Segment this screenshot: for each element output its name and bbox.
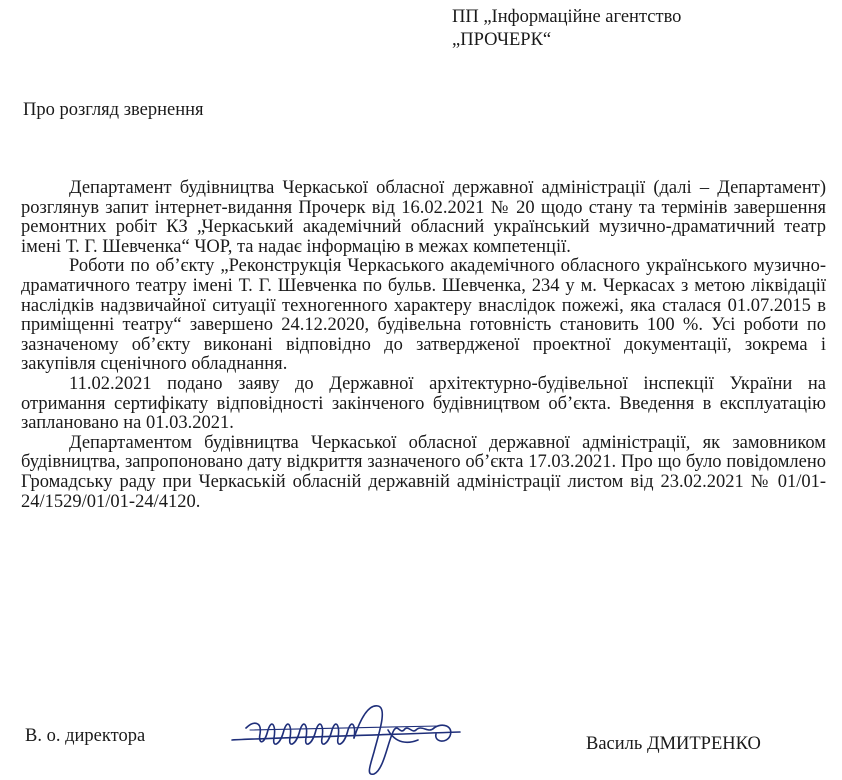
body-paragraph-3: 11.02.2021 подано заяву до Державної архітектурно-будівельної інспекції України на отримання сертифікату відповідності закінченого будівництвом об’єкта. Введення в експлуатацію заплановано на 01.03.2021. — [21, 373, 826, 434]
letter-subject: Про розгляд звернення — [23, 100, 204, 120]
letter-body — [21, 179, 826, 512]
addressee-line-1: ПП „Інформаційне агентство — [452, 7, 682, 27]
addressee-block — [452, 6, 681, 52]
body-paragraph-4: Департаментом будівництва Черкаської обласної державної адміністрації, як замовником будівництва, запропоновано дату відкриття зазначеного об’єкта 17.03.2021. Про що було повідомлено Громадську раду при Черкаській обласній державній адміністрації листом від 23.02.2021 № 01/01-24/1529/01/01-24/4120. — [21, 432, 826, 512]
body-paragraph-2: Роботи по об’єкту „Реконструкція Черкаського академічного обласного українського музично-драматичного театру імені Т. Г. Шевченка по бульв. Шевченка, 234 у м. Черкасах з метою ліквідації наслідків надзвичайної ситуації техногенного характеру внаслідок пожежі, яка сталася 01.07.2015 в приміщенні театру“ завершено 24.12.2020, будівельна готовність становить 100 %. Усі роботи по зазначеному об’єкту виконані відповідно до затвердженої проектної документації, зокрема і закупівля сценічного обладнання. — [21, 256, 826, 375]
signatory-name: Василь ДМИТРЕНКО — [586, 734, 761, 754]
signatory-title: В. о. директора — [25, 726, 146, 746]
addressee-line-2: „ПРОЧЕРК“ — [452, 30, 552, 50]
body-paragraph-1: Департамент будівництва Черкаської обласної державної адміністрації (далі – Департамент) розглянув запит інтернет-видання Прочерк від 16.02.2021 № 20 щодо стану та термінів завершення ремонтних робіт КЗ „Черкаський академічний обласний український музично-драматичний театр імені Т. Г. Шевченка“ ЧОР, та надає інформацію в межах компетенції. — [21, 178, 826, 257]
handwritten-signature — [228, 700, 468, 780]
